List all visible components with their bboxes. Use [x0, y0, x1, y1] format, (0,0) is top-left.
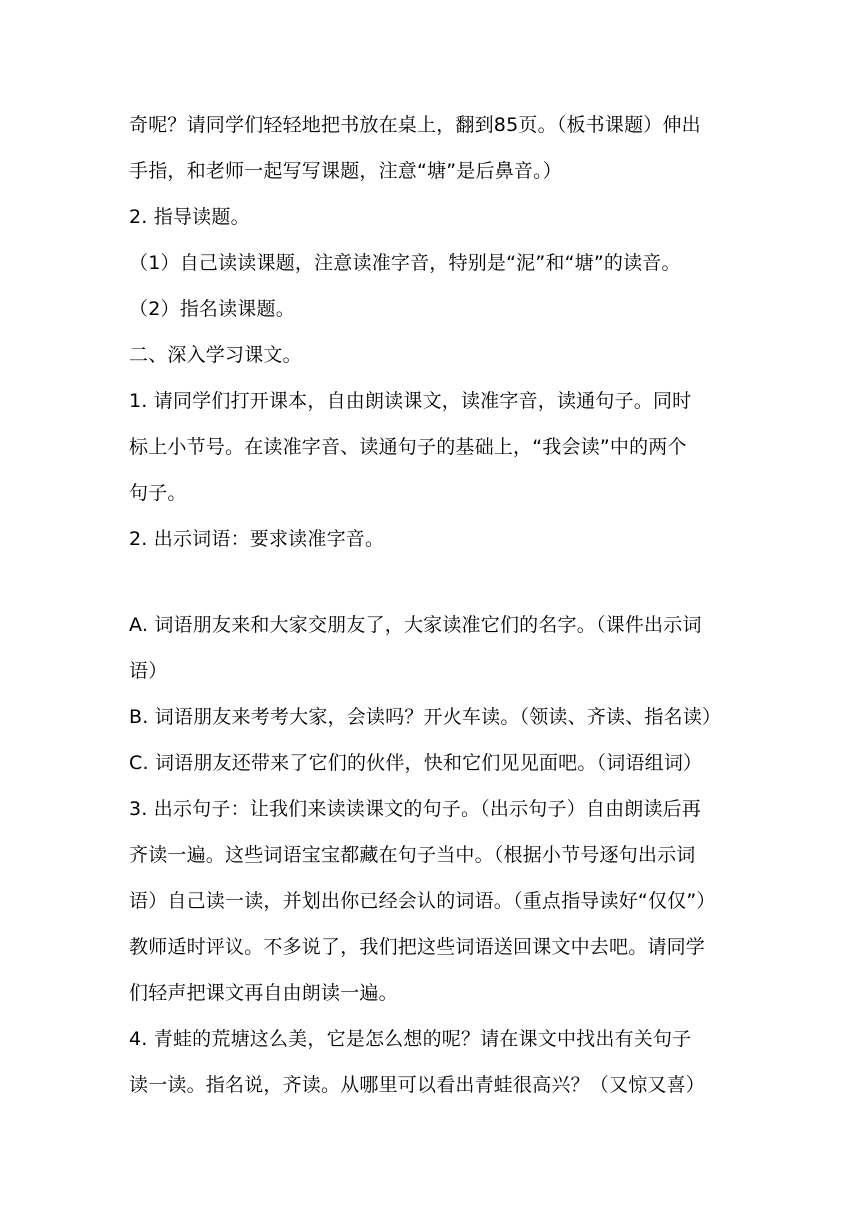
text-line: 手指，和老师一起写写课题，注意“塘”是后鼻音。）	[129, 160, 562, 182]
text-line: A. 词语朋友来和大家交朋友了，大家读准它们的名字。（课件出示词	[129, 614, 702, 636]
text-line: 奇呢？请同学们轻轻地把书放在桌上，翻到85页。（板书课题）伸出	[129, 114, 701, 136]
text-line: B. 词语朋友来考考大家，会读吗？开火车读。（领读、齐读、指名读）	[129, 706, 722, 728]
text-line: （1）自己读读课题，注意读准字音，特别是“泥”和“塘”的读音。	[129, 252, 681, 274]
text-line: 1. 请同学们打开课本，自由朗读课文，读准字音，读通句子。同时	[129, 390, 692, 412]
text-line: 句子。	[129, 482, 187, 504]
section-heading: 2. 指导读题。	[129, 206, 250, 228]
text-line: 标上小节号。在读准字音、读通句子的基础上，“我会读”中的两个	[129, 436, 687, 458]
text-line: 3. 出示句子：让我们来读读课文的句子。（出示句子）自由朗读后再	[129, 798, 702, 820]
text-line: 们轻声把课文再自由朗读一遍。	[129, 982, 398, 1004]
text-line: （2）指名读课题。	[129, 298, 295, 320]
blank-spacer	[129, 562, 733, 602]
text-line: 读一读。指名说，齐读。从哪里可以看出青蛙很高兴？（又惊又喜）	[129, 1074, 706, 1096]
text-line: 4. 青蛙的荒塘这么美，它是怎么想的呢？请在课文中找出有关句子	[129, 1028, 692, 1050]
text-line: C. 词语朋友还带来了它们的伙伴，快和它们见见面吧。（词语组词）	[129, 752, 703, 774]
document-body	[129, 102, 733, 1108]
text-line: 齐读一遍。这些词语宝宝都藏在句子当中。（根据小节号逐句出示词	[129, 844, 696, 866]
section-heading: 二、深入学习课文。	[129, 344, 302, 366]
text-line: 语）自己读一读，并划出你已经会认的词语。（重点指导读好“仅仅”）	[129, 890, 716, 912]
text-line: 语）	[129, 660, 168, 682]
text-line: 教师适时评议。不多说了，我们把这些词语送回课文中去吧。请同学	[129, 936, 706, 958]
text-line: 2. 出示词语：要求读准字音。	[129, 528, 385, 550]
